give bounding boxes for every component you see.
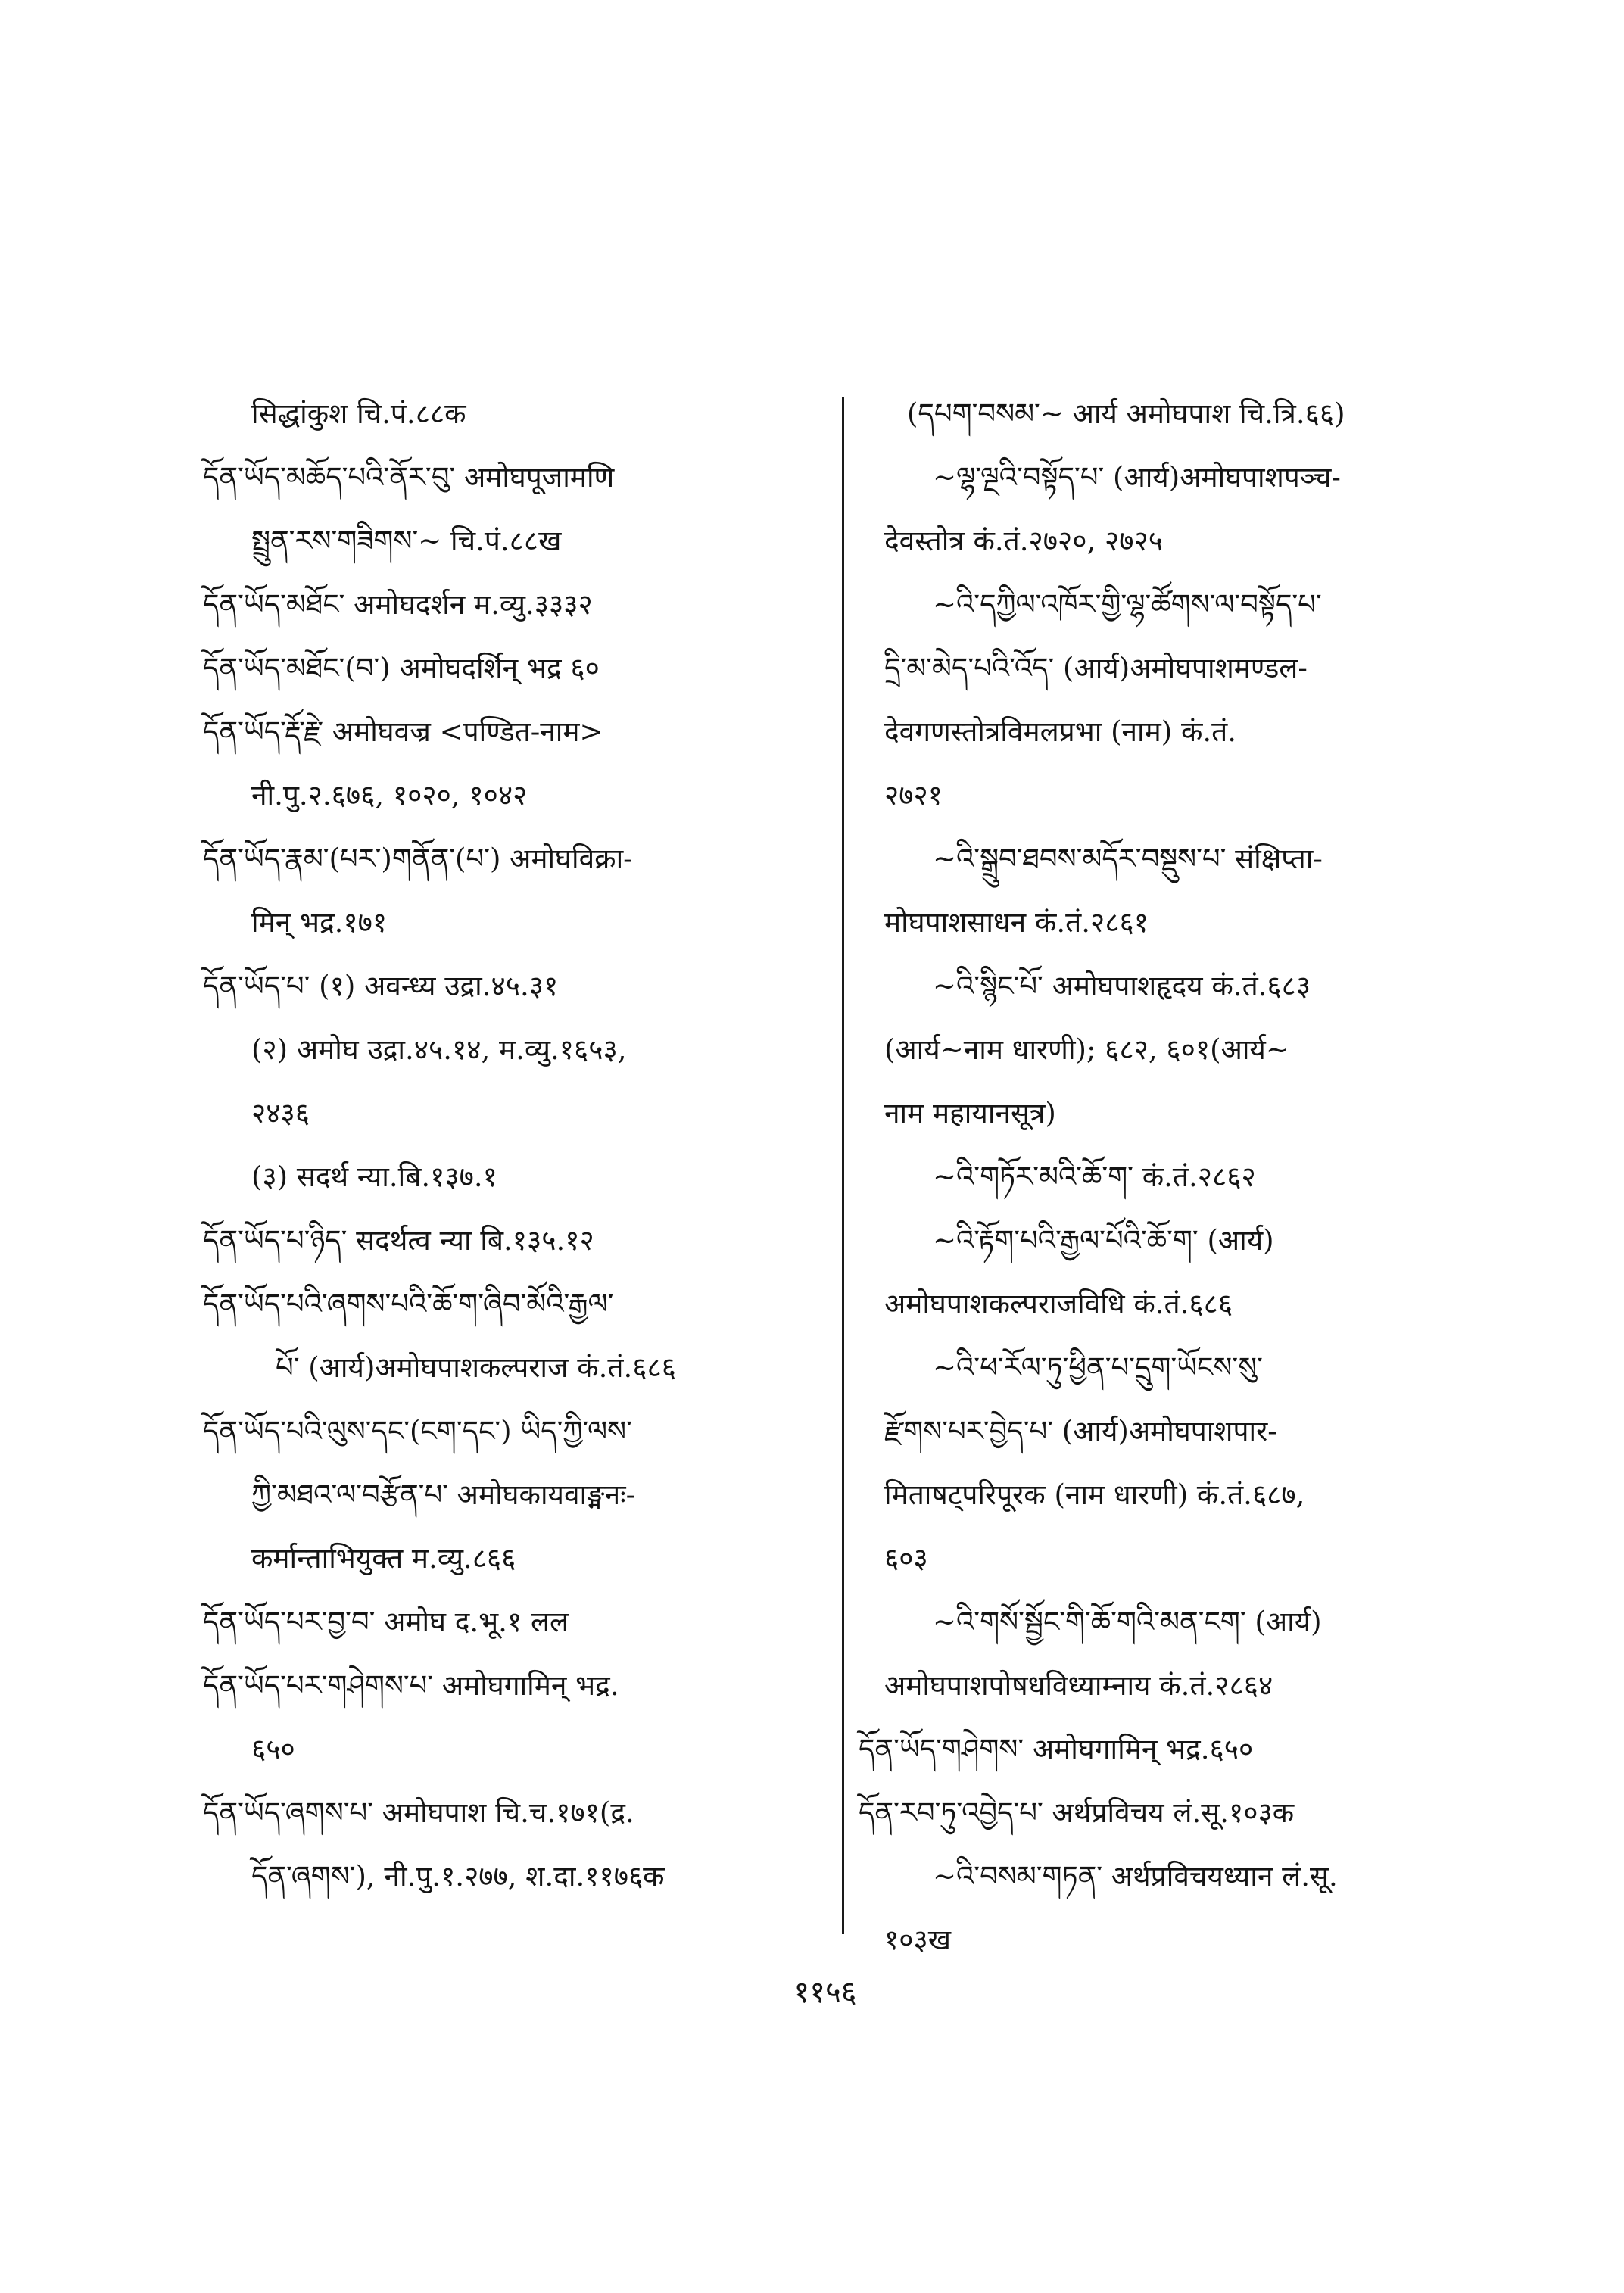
entry-line: དོན་ཡོད་པར་བྱ་བ་ अमोघ द.भू.१ लल: [203, 1606, 569, 1638]
column-divider: [842, 397, 844, 1934]
entry-line: རྫོགས་པར་བྱེད་པ་ (आर्य)अमोघपाशपार-: [884, 1415, 1277, 1447]
entry-line: ६०३: [884, 1542, 928, 1575]
entry-line: (२) अमोघ उद्रा.४५.१४, म.व्यु.१६५३,: [251, 1033, 627, 1066]
entry-line: देवस्तोत्र कं.तं.२७२०, २७२५: [884, 525, 1163, 557]
entry-line: ~འི་སྙིང་པོ་ अमोघपाशहृदय कं.तं.६८३: [933, 970, 1311, 1002]
entry-line: དོན་ཡོད་གཤེགས་ अमोघगामिन् भद्र.६५०: [859, 1733, 1254, 1765]
entry-line: देवगणस्तोत्रविमलप्रभा (नाम) कं.तं.: [884, 715, 1236, 748]
entry-line: ~འི་ཕ་རོལ་ཏུ་ཕྱིན་པ་དྲུག་ཡོངས་སུ་: [933, 1351, 1263, 1384]
entry-line: དོན་ཡོད་རྡོ་རྗེ་ अमोघवज्र <पण्डित-नाम>: [203, 715, 603, 748]
entry-line: कर्मान्ताभियुक्त म.व्यु.८६६: [251, 1542, 516, 1575]
entry-line: ~འི་བསམ་གཏན་ अर्थप्रविचयध्यान लं.सू.: [933, 1860, 1338, 1893]
entry-line: པོ་ (आर्य)अमोघपाशकल्पराज कं.तं.६८६: [276, 1351, 676, 1384]
entry-line: དོན་ཞགས་), नी.पु.१.२७७, श.दा.११७६क: [251, 1860, 665, 1893]
entry-line: ~འི་དཀྱིལ་འཁོར་གྱི་ལྷ་ཚོགས་ལ་བསྟོད་པ་: [933, 588, 1322, 621]
entry-line: (३) सदर्थ न्या.बि.१३७.१: [251, 1161, 497, 1193]
page-number: ११५६: [793, 1975, 857, 2010]
entry-line: १०३ख: [884, 1924, 951, 1956]
entry-line: དོན་ཡོད་ཞགས་པ་ अमोघपाश चि.च.१७१(द्र.: [203, 1796, 634, 1829]
right-column: [859, 382, 1482, 1972]
entry-line: ~ལྷ་ལྔའི་བསྟོད་པ་ (आर्य)अमोघपाशपञ्च-: [933, 461, 1341, 494]
entry-line: དོན་ཡོད་པ་ཉིད་ सदर्थत्व न्या बि.१३५.१२: [203, 1224, 594, 1257]
entry-line: मिताषट्परिपूरक (नाम धारणी) कं.तं.६८७,: [884, 1478, 1305, 1511]
entry-line: ६५०: [251, 1733, 295, 1765]
entry-line: मोघपाशसाधन कं.तं.२८६१: [884, 906, 1149, 939]
left-column: [203, 382, 831, 1908]
entry-line: དྲི་མ་མེད་པའི་འོད་ (आर्य)अमोघपाशमण्डल-: [884, 652, 1308, 684]
entry-line: अमोघपाशकल्पराजविधि कं.तं.६८६: [884, 1288, 1233, 1320]
entry-line: དོན་ཡོད་པར་གཤེགས་པ་ अमोघगामिन् भद्र.: [203, 1669, 619, 1702]
entry-line: अमोघपाशपोषधविध्याम्नाय कं.तं.२८६४: [884, 1669, 1273, 1702]
entry-line: ཀྱི་མཐའ་ལ་བརྩོན་པ་ अमोघकायवाङ्मनः-: [251, 1478, 636, 1511]
entry-line: དོན་ཡོད་པ་ (१) अवन्ध्य उद्रा.४५.३१: [203, 970, 559, 1002]
entry-line: मिन् भद्र.१७१: [251, 906, 388, 939]
entry-line: ~འི་གསོ་སྦྱོང་གི་ཆོ་གའི་མན་ངག་ (आर्य): [933, 1606, 1322, 1638]
entry-line: དོན་ཡོད་མཆོད་པའི་ནོར་བུ་ अमोघपूजामणि: [203, 461, 615, 494]
entry-line: २७२१: [884, 779, 943, 812]
entry-line: नी.पु.२.६७६, १०२०, १०४२: [251, 779, 528, 812]
entry-line: དོན་ཡོད་རྣམ་(པར་)གནོན་(པ་) अमोघविक्रा-: [203, 843, 633, 875]
entry-line: २४३६: [251, 1097, 310, 1129]
entry-line: नाम महायानसूत्र): [884, 1097, 1056, 1129]
entry-line: ~འི་སྒྲུབ་ཐབས་མདོར་བསྡུས་པ་ संक्षिप्ता-: [933, 843, 1323, 875]
entry-line: དོན་ཡོད་པའི་ལུས་དང་(ངག་དང་) ཡིད་ཀྱི་ལས་: [203, 1415, 632, 1447]
entry-line: དོན་ཡོད་པའི་ཞགས་པའི་ཆོ་ག་ཞིབ་མོའི་རྒྱལ་: [203, 1288, 614, 1320]
entry-line: ~འི་རྟོག་པའི་རྒྱལ་པོའི་ཆོ་ག་ (आर्य): [933, 1224, 1274, 1257]
entry-line: (དཔག་བསམ་~ आर्य अमोघपाश चि.त्रि.६६): [907, 397, 1345, 430]
entry-line: सिद्धांकुश चि.पं.८८क: [251, 397, 466, 430]
entry-line: (आर्य~नाम धारणी); ६८२, ६०१(आर्य~: [884, 1033, 1289, 1066]
entry-line: དོན་རབ་ཏུ་འབྱེད་པ་ अर्थप्रविचय लं.सू.१०३क: [859, 1796, 1295, 1829]
entry-line: ~འི་གཏོར་མའི་ཆོ་ག་ कं.तं.२८६२: [933, 1161, 1256, 1193]
entry-line: སྤྲུན་རས་གཟིགས་~ चि.पं.८८ख: [251, 525, 562, 557]
entry-line: དོན་ཡོད་མཐོང་(བ་) अमोघदर्शिन् भद्र ६०: [203, 652, 600, 684]
entry-line: དོན་ཡོད་མཐོང་ अमोघदर्शन म.व्यु.३३३२: [203, 588, 593, 621]
